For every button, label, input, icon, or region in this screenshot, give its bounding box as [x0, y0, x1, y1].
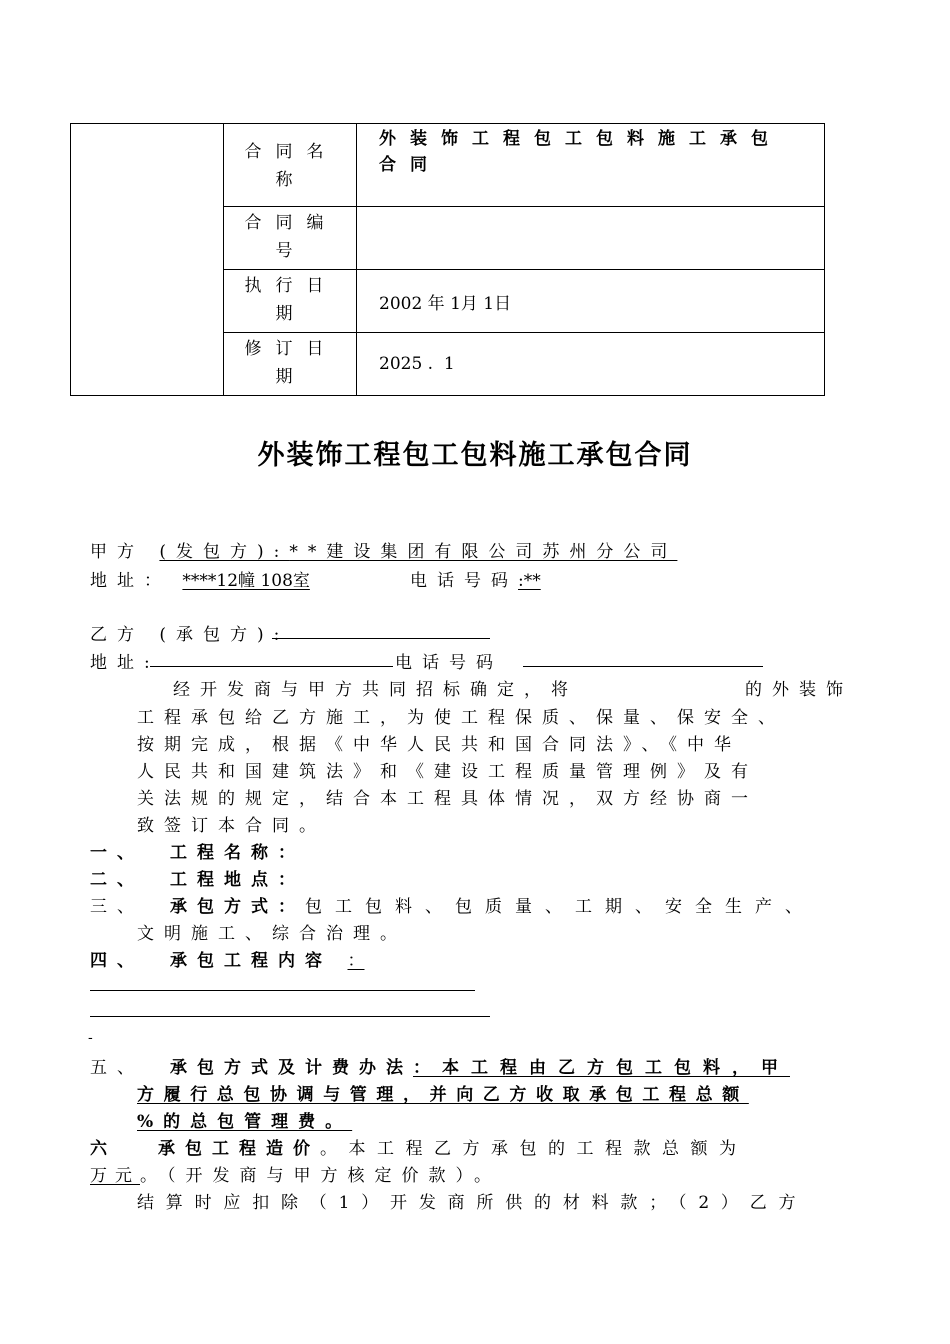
party-b-address-colon: :: [144, 653, 150, 673]
preamble-line-1b: 的外装饰: [745, 680, 853, 700]
section-4-blank-line-1: [90, 990, 475, 991]
party-b-address-line: [90, 648, 150, 673]
section-3-number: 三、: [90, 897, 144, 917]
section-5-line-1: [170, 1053, 790, 1078]
party-a-name: **建设集团有限公司苏州分公司: [289, 542, 678, 562]
blank-cell: [71, 124, 224, 396]
section-6-text-3: 结算时应扣除（1）开发商所供的材料款；（2）乙方: [137, 1193, 808, 1213]
party-b-role: (承包方):: [159, 625, 290, 645]
meta-value-revise-date: 2025 . 1: [357, 333, 825, 396]
party-b-name-blank: [272, 638, 490, 639]
section-5-text-2: 方履行总包协调与管理，并向乙方收取承包工程总额: [137, 1085, 749, 1105]
preamble-line-3: 按期完成，根据《中华人民共和国合同法》、《中华: [137, 735, 741, 755]
party-b-line: [90, 620, 289, 645]
party-a-label: 甲方: [90, 542, 144, 562]
section-4-blank-line-2: [90, 1016, 490, 1017]
section-6-line-1: [158, 1134, 748, 1159]
party-a-address: ****12幢 108室: [182, 571, 310, 591]
meta-label-name: 合同名称: [224, 124, 357, 207]
section-1-number: 一、: [90, 843, 144, 863]
section-5-text-3: %的总包管理费。: [137, 1112, 353, 1132]
section-3-text-2: 文明施工、综合治理。: [137, 924, 407, 944]
party-b-address-blank: [150, 666, 393, 667]
section-5-heading: 承包方式及计费办法: [170, 1058, 413, 1078]
section-6-line-2: [90, 1161, 501, 1186]
section-5-number: 五、: [90, 1058, 144, 1078]
preamble-line-2: 工程承包给乙方施工，为使工程保质、保量、保安全、: [137, 708, 785, 728]
party-a-role: (发包方):: [159, 542, 290, 562]
meta-value-number: [357, 207, 825, 270]
section-2-heading: 工程地点：: [170, 870, 305, 890]
section-3-line-1: [170, 892, 815, 917]
section-5-text-1: ：本工程由乙方包工包料，甲: [413, 1058, 790, 1078]
section-4-heading: 承包工程内容: [170, 951, 332, 971]
document-title: 外装饰工程包工包料施工承包合同: [257, 440, 693, 471]
section-6-number: 六: [90, 1139, 107, 1159]
party-a-phone-line: [410, 566, 564, 591]
preamble-line-6: 致签订本合同。: [137, 816, 326, 836]
section-6-text-1: 。本工程乙方承包的工程款总额为: [320, 1139, 748, 1159]
contract-name-value: 外装饰工程包工包料施工承包合同: [379, 129, 782, 175]
section-6-text-2: 。（开发商与甲方核定价款）。: [140, 1166, 501, 1186]
section-3-text-1: 包工包料、包质量、工期、安全生产、: [305, 897, 815, 917]
party-a-line: [90, 537, 677, 562]
party-b-phone-blank: [523, 666, 763, 667]
section-2-number: 二、: [90, 870, 144, 890]
meta-label-number: 合同编号: [224, 207, 357, 270]
section-3-heading: 承包方式：: [170, 897, 305, 917]
section-4-colon: ：: [347, 951, 365, 971]
meta-value-exec-date: 2002 年 1月 1日: [357, 270, 825, 333]
meta-label-revise-date: 修订日期: [224, 333, 357, 396]
preamble-line-5: 关法规的规定，结合本工程具体情况，双方经协商一: [137, 789, 758, 809]
section-4-dash: -: [88, 1030, 93, 1046]
party-a-address-line: [90, 566, 310, 591]
party-a-phone: :**: [518, 571, 541, 591]
party-b-label: 乙方: [90, 625, 144, 645]
contract-meta-table: [70, 123, 825, 396]
section-1-heading: 工程名称：: [170, 843, 305, 863]
party-b-phone-label: 电话号码: [395, 653, 503, 673]
party-a-phone-label: 电话号码: [410, 571, 518, 591]
section-6-heading: 承包工程造价: [158, 1139, 320, 1159]
party-b-address-label: 地址: [90, 653, 144, 673]
preamble-line-1: 经开发商与甲方共同招标确定，将: [173, 680, 578, 700]
meta-value-name: [357, 124, 825, 207]
meta-label-exec-date: 执行日期: [224, 270, 357, 333]
preamble-line-4: 人民共和国建筑法》和《建设工程质量管理例》及有: [137, 762, 758, 782]
section-4-line: [170, 946, 380, 971]
party-a-address-label: 地址：: [90, 571, 171, 591]
section-4-number: 四、: [90, 951, 144, 971]
section-6-unit: 万元: [90, 1166, 140, 1186]
